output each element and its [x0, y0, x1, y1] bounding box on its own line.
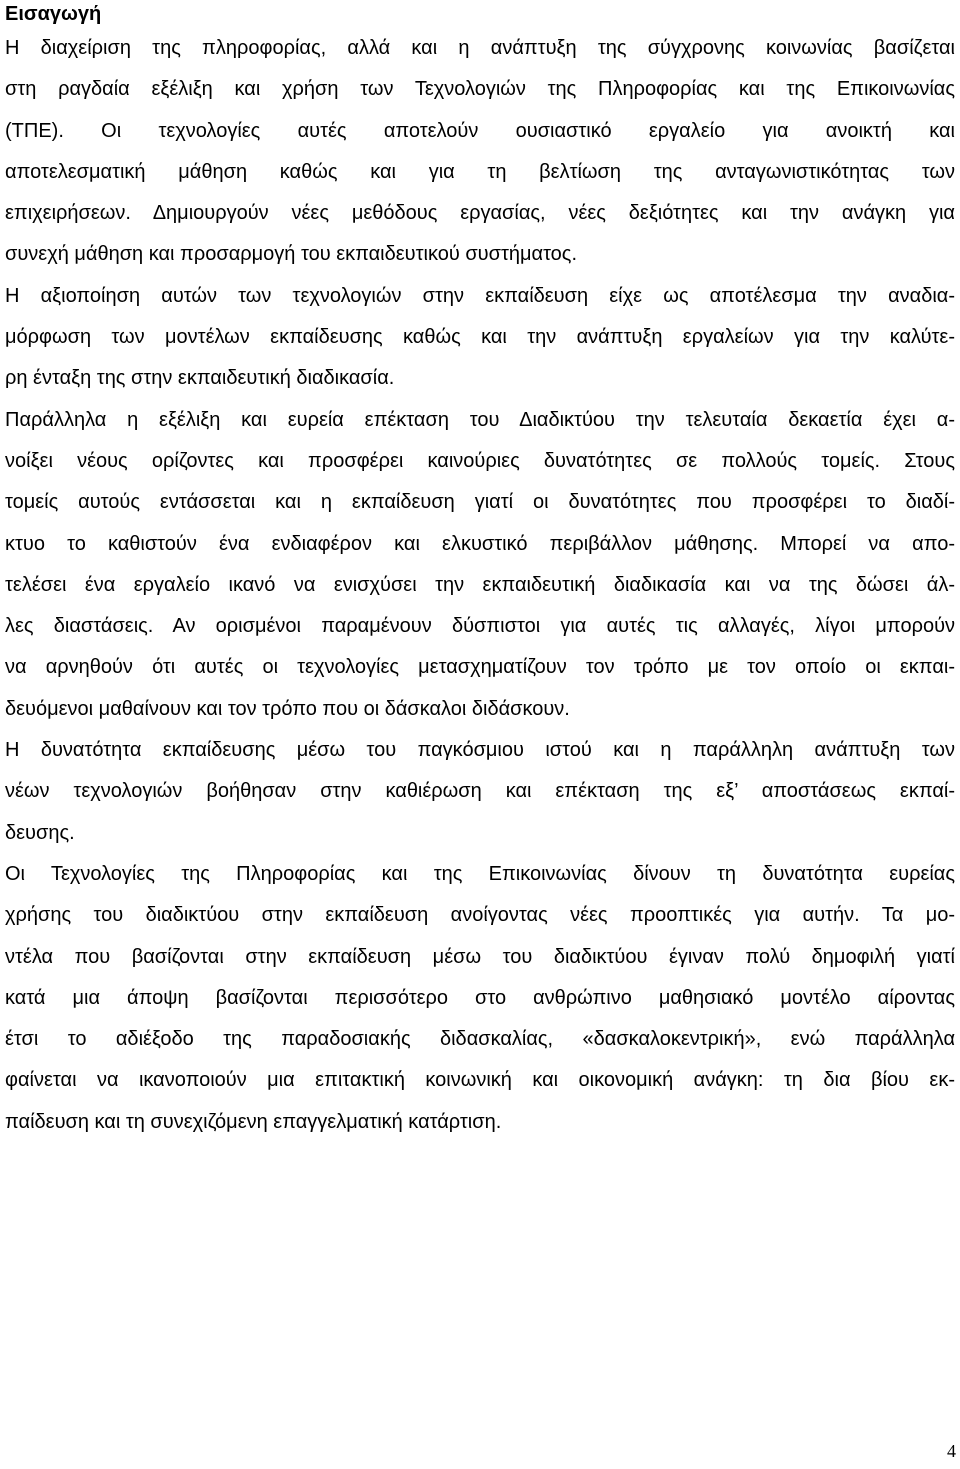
section-heading: Εισαγωγή — [5, 3, 102, 25]
text-line: χρήσης του διαδικτύου στην εκπαίδευση ανοίγοντας νέες προοπτικές για αυτήν. Τα μο- — [5, 904, 955, 927]
text-line: δευσης. — [5, 821, 75, 844]
text-line: (ΤΠΕ). Οι τεχνολογίες αυτές αποτελούν ουσιαστικό εργαλείο για ανοικτή και — [5, 119, 955, 142]
text-line: Η αξιοποίηση αυτών των τεχνολογιών στην εκπαίδευση είχε ως αποτέλεσμα την αναδια- — [5, 284, 955, 307]
text-line: Η διαχείριση της πληροφορίας, αλλά και η ανάπτυξη της σύγχρονης κοινωνίας βασίζεται — [5, 37, 955, 59]
text-line: φαίνεται να ικανοποιούν μια επιτακτική κοινωνική και οικονομική ανάγκη: τη δια βίου εκ- — [5, 1069, 955, 1092]
text-line: τομείς αυτούς εντάσσεται και η εκπαίδευση γιατί οι δυνατότητες που προσφέρει το διαδί- — [5, 491, 955, 514]
text-line: Η δυνατότητα εκπαίδευσης μέσω του παγκόσμιου ιστού και η παράλληλη ανάπτυξη των — [5, 739, 955, 762]
page-number: 4 — [947, 1441, 956, 1461]
paragraph-4 — [5, 730, 955, 854]
paragraph-1 — [5, 28, 955, 276]
text-line: λες διαστάσεις. Αν ορισμένοι παραμένουν δύσπιστοι για αυτές τις αλλαγές, λίγοι μπορούν — [5, 615, 955, 638]
text-line: να αρνηθούν ότι αυτές οι τεχνολογίες μετασχηματίζουν τον τρόπο με τον οποίο οι εκπαι- — [5, 656, 955, 679]
text-line: συνεχή μάθηση και προσαρμογή του εκπαιδευτικού συστήματος. — [5, 243, 578, 266]
paragraph-3 — [5, 400, 955, 730]
text-line: παίδευση και τη συνεχιζόμενη επαγγελματική κατάρτιση. — [5, 1110, 502, 1133]
paragraph-2 — [5, 276, 955, 400]
text-line: ντέλα που βασίζονται στην εκπαίδευση μέσω του διαδικτύου έγιναν πολύ δημοφιλή γιατί — [5, 945, 955, 968]
text-line: Οι Τεχνολογίες της Πληροφορίας και της Επικοινωνίας δίνουν τη δυνατότητα ευρείας — [5, 862, 955, 885]
text-line: Παράλληλα η εξέλιξη και ευρεία επέκταση του Διαδικτύου την τελευταία δεκαετία έχει α- — [5, 408, 955, 431]
paragraph-5 — [5, 854, 955, 1143]
text-line: τελέσει ένα εργαλείο ικανό να ενισχύσει την εκπαιδευτική διαδικασία και να της δώσει άλ- — [5, 573, 955, 596]
text-line: έτσι το αδιέξοδο της παραδοσιακής διδασκαλίας, «δασκαλοκεντρική», ενώ παράλληλα — [5, 1028, 955, 1051]
text-line: κατά μια άποψη βασίζονται περισσότερο στο ανθρώπινο μαθησιακό μοντέλο αίροντας — [5, 986, 955, 1009]
text-line: στη ραγδαία εξέλιξη και χρήση των Τεχνολογιών της Πληροφορίας και της Επικοινωνίας — [5, 78, 955, 101]
text-line: ρη ένταξη της στην εκπαιδευτική διαδικασία. — [5, 367, 395, 390]
text-line: νέων τεχνολογιών βοήθησαν στην καθιέρωση και επέκταση της εξ’ αποστάσεως εκπαί- — [5, 780, 955, 803]
text-line: μόρφωση των μοντέλων εκπαίδευσης καθώς και την ανάπτυξη εργαλείων για την καλύτε- — [5, 326, 955, 349]
text-line: αποτελεσματική μάθηση καθώς και για τη βελτίωση της ανταγωνιστικότητας των — [5, 160, 955, 183]
text-line: νοίξει νέους ορίζοντες και προσφέρει καινούριες δυνατότητες σε πολλούς τομείς. Στους — [5, 449, 955, 472]
document-page — [5, 0, 955, 1143]
text-line: δευόμενοι μαθαίνουν και τον τρόπο που οι δάσκαλοι διδάσκουν. — [5, 697, 570, 720]
text-line: κτυο το καθιστούν ένα ενδιαφέρον και ελκυστικό περιβάλλον μάθησης. Μπορεί να απο- — [5, 532, 955, 555]
text-line: επιχειρήσεων. Δημιουργούν νέες μεθόδους εργασίας, νέες δεξιότητες και την ανάγκη για — [5, 202, 955, 225]
